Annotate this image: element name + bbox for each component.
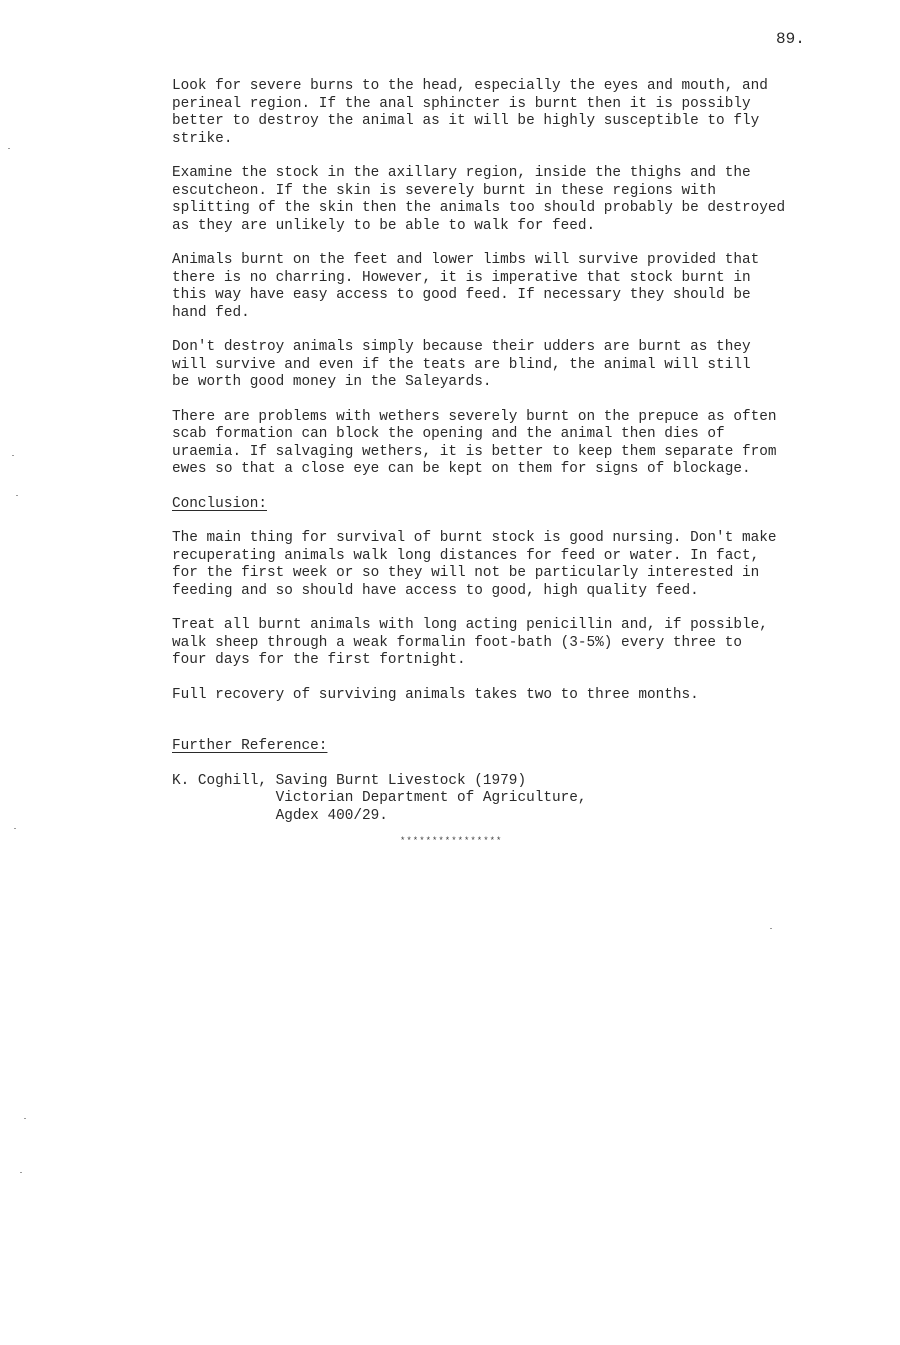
paragraph-wethers: There are problems with wethers severely burnt on the prepuce as often scab formation can block the opening and the animal then dies of uraemia. If salvaging wethers, it is better to keep them separate from ewes so that a close eye can be kept on them for signs of blockage. xyxy=(172,408,777,477)
paragraph-axillary-region: Examine the stock in the axillary region, inside the thighs and the escutcheon. If the skin is severely burnt in these regions with splitting of the skin then the animals too should probably be destroyed as they are unlikely to be able to walk for feed. xyxy=(172,165,786,234)
scan-speck xyxy=(14,828,16,829)
scan-speck xyxy=(24,1118,26,1119)
scan-speck xyxy=(8,148,10,149)
section-separator: **************** xyxy=(400,836,503,846)
reference-details xyxy=(276,773,587,826)
paragraph-nursing: The main thing for survival of burnt stock is good nursing. Don't make recuperating animals walk long distances for feed or water. In fact, for the first week or so they will not be particularly interested in feeding and so should have access to good, high quality feed. xyxy=(172,530,777,599)
paragraph-head-burns: Look for severe burns to the head, especially the eyes and mouth, and perineal region. If the anal sphincter is burnt then it is possibly better to destroy the animal as it will be highly susceptible to fly strike. xyxy=(172,78,768,147)
scan-speck xyxy=(16,495,18,496)
reference-agdex: Agdex 400/29. xyxy=(275,807,388,824)
document-body xyxy=(172,78,872,846)
reference-author: K. Coghill, xyxy=(172,772,276,789)
scan-speck xyxy=(20,1172,22,1173)
scan-speck xyxy=(12,455,14,456)
reference-title: Saving Burnt Livestock (1979) xyxy=(275,772,527,789)
reference-entry xyxy=(172,773,872,826)
reference-publisher: Victorian Department of Agriculture, xyxy=(275,790,587,806)
paragraph-recovery: Full recovery of surviving animals takes two to three months. xyxy=(172,686,699,703)
scan-speck xyxy=(770,928,772,929)
paragraph-penicillin: Treat all burnt animals with long acting penicillin and, if possible, walk sheep through a weak formalin foot-bath (3-5%) every three to four days for the first fortnight. xyxy=(172,617,768,668)
conclusion-heading: Conclusion: xyxy=(172,495,267,512)
paragraph-udders: Don't destroy animals simply because their udders are burnt as they will survive and even if the teats are blind, the animal will still be worth good money in the Saleyards. xyxy=(172,339,751,390)
paragraph-feet-limbs: Animals burnt on the feet and lower limbs will survive provided that there is no charring. However, it is imperative that stock burnt in this way have easy access to good feed. If necessary they should be hand fed. xyxy=(172,252,760,321)
page-number: 89. xyxy=(776,30,805,48)
further-reference-heading: Further Reference: xyxy=(172,738,328,754)
